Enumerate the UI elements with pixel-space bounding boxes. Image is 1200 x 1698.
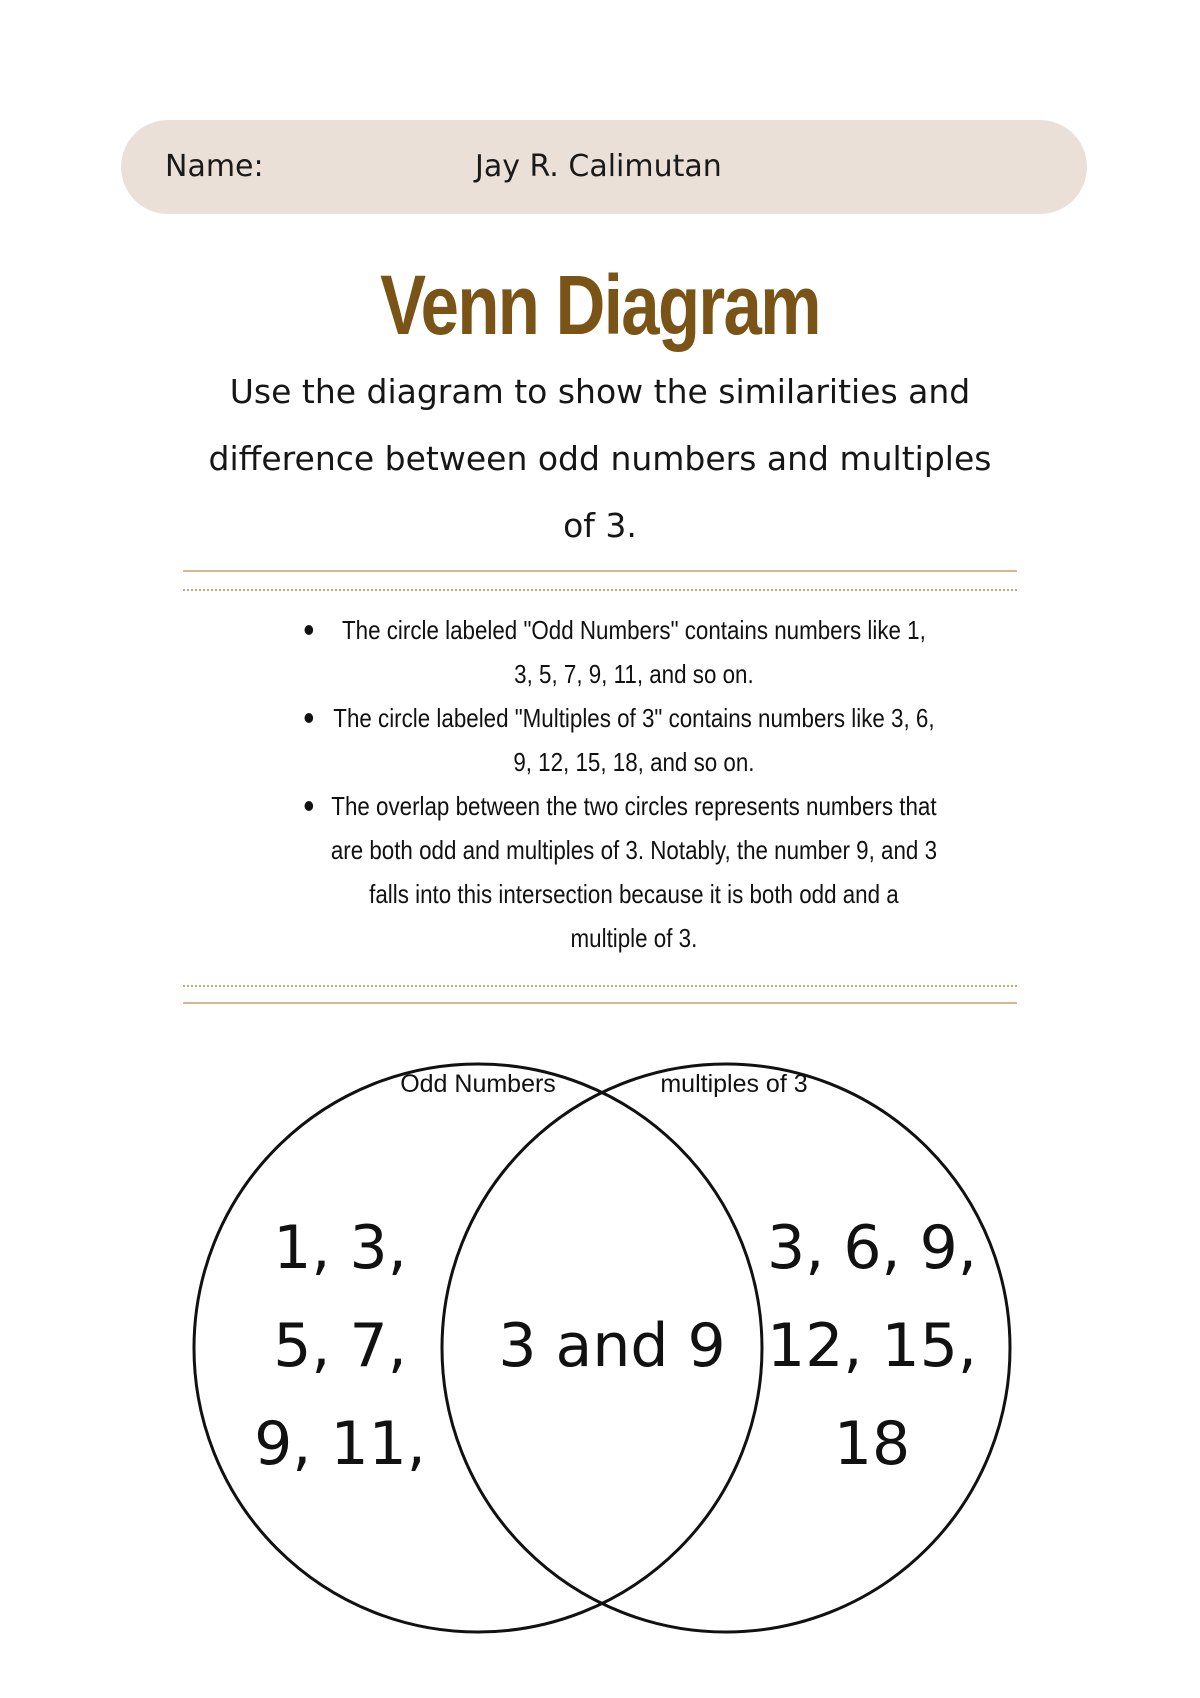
name-value: Jay R. Calimutan — [475, 149, 722, 184]
divider-bottom-dotted — [183, 985, 1017, 987]
bullet-dot-icon — [305, 713, 314, 723]
venn-diagram — [0, 1040, 1200, 1698]
odd-numbers-label: Odd Numbers — [400, 1070, 556, 1098]
list-item — [293, 696, 938, 784]
intersection-text: 3 and 9 — [498, 1311, 726, 1381]
bullet-dot-icon — [305, 801, 314, 811]
instructions-text: Use the diagram to show the similarities and difference between odd numbers and multiples of 3. — [208, 372, 992, 545]
explanation-list — [240, 608, 990, 960]
list-item-text: The circle labeled "Multiples of 3" contains numbers like 3, 6, 9, 12, 15, 18, and so on. — [333, 703, 935, 777]
multiples-only-line-2: 12, 15, — [767, 1311, 977, 1381]
divider-top-solid — [183, 570, 1017, 572]
bullet-dot-icon — [305, 625, 314, 635]
odd-only-line-3: 9, 11, — [254, 1409, 426, 1479]
multiples-only-line-3: 18 — [833, 1409, 911, 1479]
divider-bottom-solid — [183, 1002, 1017, 1004]
list-item — [293, 608, 938, 696]
divider-top-dotted — [183, 589, 1017, 591]
list-item-text: The overlap between the two circles represents numbers that are both odd and multiples of 3. Notably, the number 9, and 3 falls into this intersection because it is both odd and a multiple of 3. — [330, 791, 938, 953]
odd-only-line-2: 5, 7, — [273, 1311, 407, 1381]
list-item-text: The circle labeled "Odd Numbers" contains numbers like 1, 3, 5, 7, 9, 11, and so on. — [341, 615, 926, 689]
multiples-of-3-label: multiples of 3 — [660, 1070, 808, 1098]
page-title: Venn Diagram — [380, 258, 820, 352]
odd-only-line-1: 1, 3, — [273, 1213, 407, 1283]
multiples-only-line-1: 3, 6, 9, — [767, 1213, 977, 1283]
name-label: Name: — [165, 149, 264, 184]
name-bar — [121, 120, 1087, 214]
list-item — [293, 784, 938, 960]
